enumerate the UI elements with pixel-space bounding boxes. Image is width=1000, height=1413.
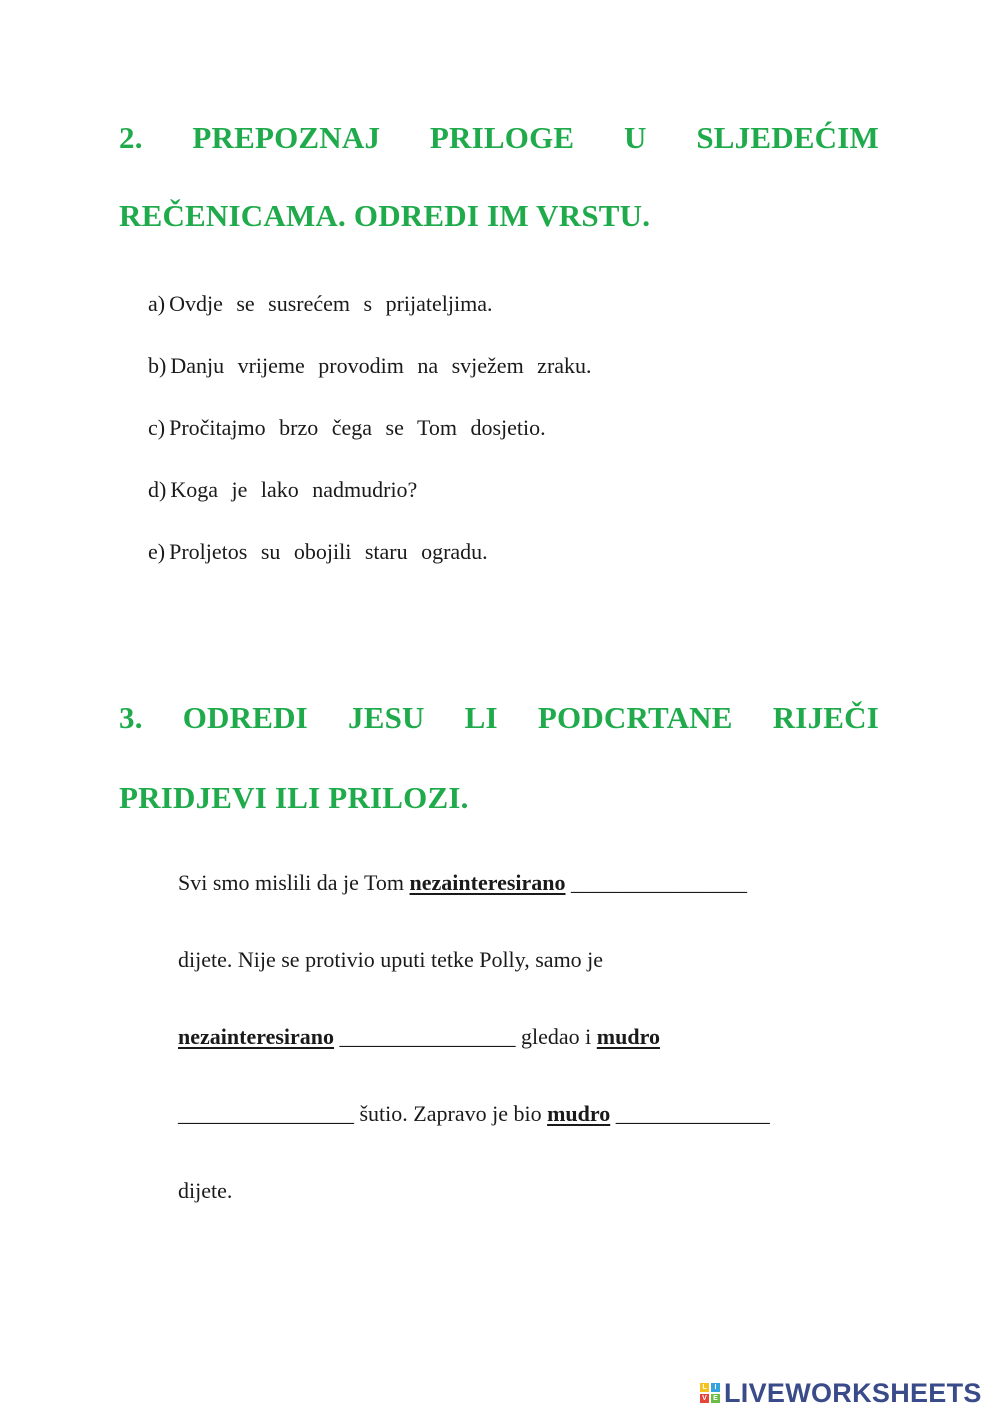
underlined-word: nezainteresirano <box>178 1024 335 1049</box>
sentence-list <box>148 290 592 600</box>
underlined-word: nezainteresirano <box>409 870 566 895</box>
list-item: c) Pročitajmo brzo čega se Tom dosjetio. <box>148 415 546 440</box>
section-2-heading-line-2: REČENICAMA. ODREDI IM VRSTU. <box>119 198 651 233</box>
paragraph-line-5: dijete. <box>178 1178 233 1203</box>
logo-text: LIVEWORKSHEETS <box>724 1377 982 1408</box>
underlined-word: mudro <box>547 1101 611 1126</box>
paragraph-line-3: nezainteresirano ________________ gledao i mudro <box>178 1024 660 1049</box>
section-2-heading-line-1: 2. PREPOZNAJ PRILOGE U SLJEDEĆIM <box>119 120 879 155</box>
liveworksheets-logo <box>700 1378 982 1408</box>
list-item: b) Danju vrijeme provodim na svježem zraku. <box>148 353 592 378</box>
answer-blank[interactable]: ________________ <box>178 1101 354 1126</box>
section-3-heading-line-2: PRIDJEVI ILI PRILOZI. <box>119 780 469 815</box>
paragraph-line-1: Svi smo mislili da je Tom nezainteresirano ________________ <box>178 870 748 895</box>
answer-blank[interactable]: ________________ <box>571 870 748 895</box>
logo-mark-icon: L I V E <box>700 1383 720 1403</box>
underlined-word: mudro <box>596 1024 660 1049</box>
answer-blank[interactable]: ______________ <box>615 1101 770 1126</box>
paragraph-line-4: ________________ šutio. Zapravo je bio mudro ______________ <box>178 1101 770 1126</box>
list-item: e) Proljetos su obojili staru ogradu. <box>148 539 488 564</box>
answer-blank[interactable]: ________________ <box>339 1024 516 1049</box>
list-item: a) Ovdje se susrećem s prijateljima. <box>148 291 493 316</box>
section-3-heading-line-1: 3. ODREDI JESU LI PODCRTANE RIJEČI <box>119 700 879 735</box>
list-item: d) Koga je lako nadmudrio? <box>148 477 418 502</box>
paragraph-line-2: dijete. Nije se protivio uputi tetke Polly, samo je <box>178 947 604 972</box>
